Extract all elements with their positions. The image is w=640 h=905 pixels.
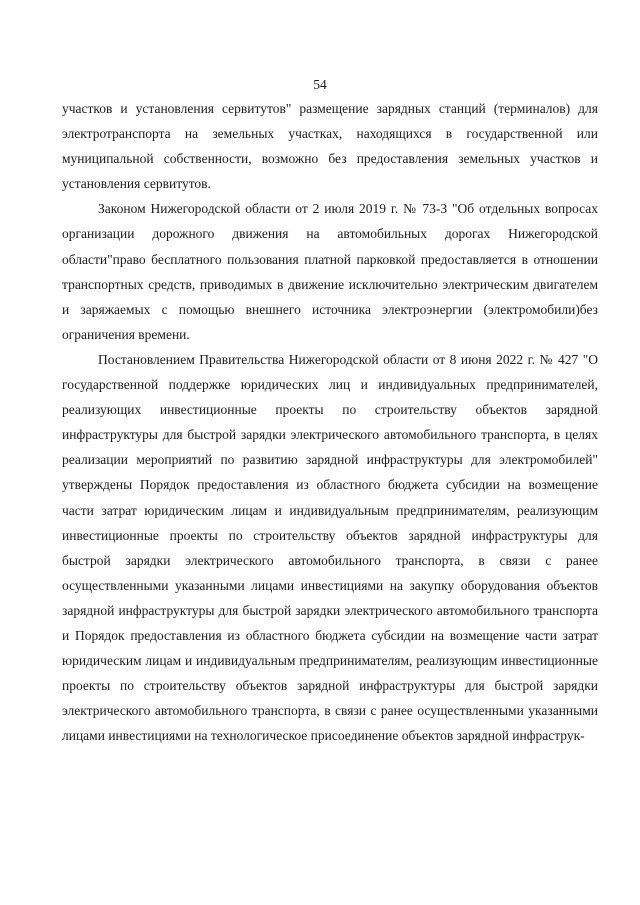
- paragraph-law-nizhny-novgorod: Законом Нижегородской области от 2 июля 2019 г. № 73-З "Об отдельных вопросах организации дорожного движения на автомобильных дорогах Нижегородской области"право бесплатного пользования платной парковкой предоставляется в отношении транспортных средств, приводимых в движение исключительно электрическим двигателем и заряжаемых с помощью внешнего источника электроэнергии (электромобили)без ограничения времени.: [62, 201, 598, 342]
- paragraph-continuation: участков и установления сервитутов" размещение зарядных станций (терминалов) для электротранспорта на земельных участках, находящихся в государственной или муниципальной собственности, возможно без предоставления земельных участков и установления сервитутов.: [62, 101, 598, 192]
- document-body: [62, 96, 598, 748]
- paragraph-government-decree: Постановлением Правительства Нижегородской области от 8 июня 2022 г. № 427 "О государственной поддержке юридических лиц и индивидуальных предпринимателей, реализующих инвестиционные проекты по строительству объектов зарядной инфраструктуры для быстрой зарядки электрического автомобильного транспорта, в целях реализации мероприятий по развитию зарядной инфраструктуры для электромобилей" утверждены Порядок предоставления из областного бюджета субсидии на возмещение части затрат юридическим лицам и индивидуальным предпринимателям, реализующим инвестиционные проекты по строительству объектов зарядной инфраструктуры для быстрой зарядки электрического автомобильного транспорта, в связи с ранее осуществленными указанными лицами инвестициями на закупку оборудования объектов зарядной инфраструктуры для быстрой зарядки электрического автомобильного транспорта и Порядок предоставления из областного бюджета субсидии на возмещение части затрат юридическим лицам и индивидуальным предпринимателям, реализующим инвестиционные проекты по строительству объектов зарядной инфраструктуры для быстрой зарядки электрического автомобильного транспорта, в связи с ранее осуществленными указанными лицами инвестициями на технологическое присоединение объектов зарядной инфраструк-: [62, 351, 598, 744]
- page-number: 54: [313, 77, 327, 92]
